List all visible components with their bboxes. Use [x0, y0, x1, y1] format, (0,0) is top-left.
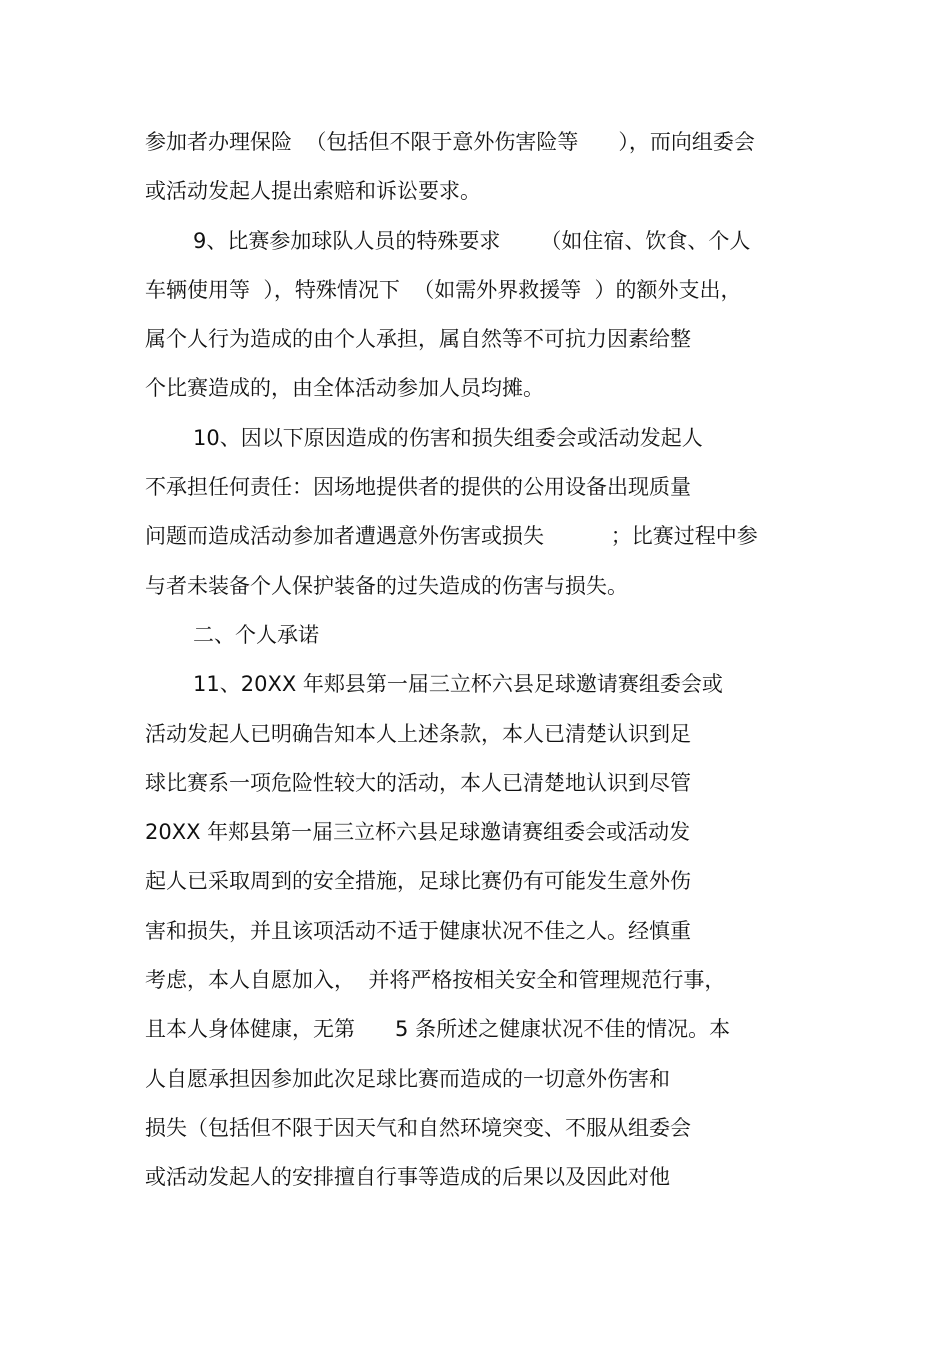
section-heading: 二、个人承诺 [193, 622, 319, 647]
document-body [145, 122, 805, 1207]
text-line: 考虑，本人自愿加入， 并将严格按相关安全和管理规范行事， [145, 968, 726, 993]
text-line: 起人已采取周到的安全措施，足球比赛仍有可能发生意外伤 [145, 869, 691, 894]
text-line: 且本人身体健康，无第 5 条所述之健康状况不佳的情况。本 [145, 1017, 731, 1042]
text-line: 车辆使用等 ），特殊情况下 （如需外界救援等 ）的额外支出， [145, 277, 742, 302]
text-line: 20XX 年郏县第一届三立杯六县足球邀请赛组委会或活动发 [145, 820, 691, 845]
text-line: 活动发起人已明确告知本人上述条款，本人已清楚认识到足 [145, 721, 691, 746]
text-line: 或活动发起人的安排擅自行事等造成的后果以及因此对他 [145, 1165, 670, 1190]
text-line: 害和损失，并且该项活动不适于健康状况不佳之人。经慎重 [145, 918, 691, 943]
text-line: 或活动发起人提出索赔和诉讼要求。 [145, 179, 481, 204]
text-line: 9、比赛参加球队人员的特殊要求 （如住宿、饮食、个人 [193, 228, 751, 253]
text-line: 损失（包括但不限于因天气和自然环境突变、不服从组委会 [145, 1115, 691, 1140]
text-line: 个比赛造成的，由全体活动参加人员均摊。 [145, 376, 544, 401]
text-line: 球比赛系一项危险性较大的活动，本人已清楚地认识到尽管 [145, 770, 691, 795]
text-line: 参加者办理保险 （包括但不限于意外伤害险等 ），而向组委会 [145, 130, 755, 154]
text-line: 11、20XX 年郏县第一届三立杯六县足球邀请赛组委会或 [193, 672, 723, 697]
text-line: 与者未装备个人保护装备的过失造成的伤害与损失。 [145, 573, 628, 598]
text-line: 人自愿承担因参加此次足球比赛而造成的一切意外伤害和 [145, 1066, 670, 1091]
text-line: 属个人行为造成的由个人承担，属自然等不可抗力因素给整 [145, 327, 691, 352]
text-line: 10、因以下原因造成的伤害和损失组委会或活动发起人 [193, 425, 703, 450]
text-line: 不承担任何责任：因场地提供者的提供的公用设备出现质量 [145, 475, 691, 500]
text-line: 问题而造成活动参加者遭遇意外伤害或损失 ；比赛过程中参 [145, 524, 758, 549]
